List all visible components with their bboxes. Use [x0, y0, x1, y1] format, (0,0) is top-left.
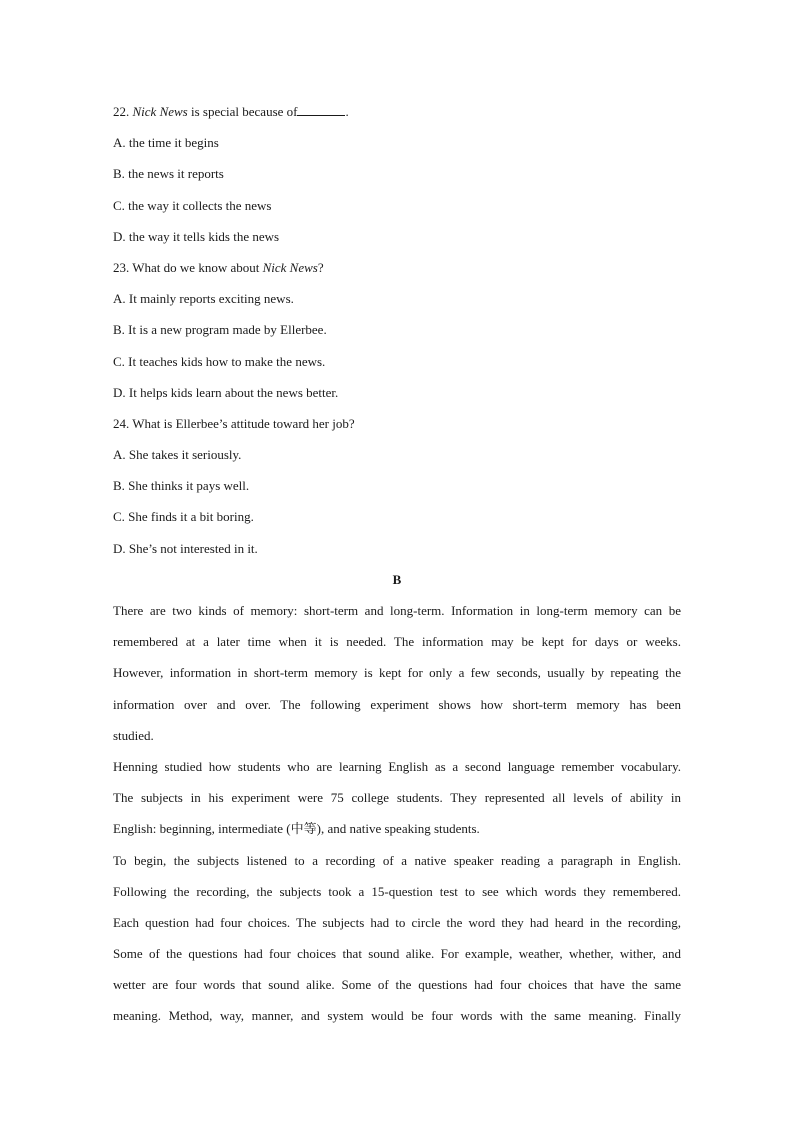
- question-24-stem: [113, 413, 681, 444]
- option-22-b: B. the news it reports: [113, 166, 224, 182]
- question-italic-title: Nick News: [262, 259, 318, 275]
- question-22-stem: [113, 101, 681, 132]
- passage-line: To begin, the subjects listened to a recording of a native speaker reading a paragraph in English.: [113, 852, 681, 868]
- option-24-a: A. She takes it seriously.: [113, 447, 242, 463]
- passage-line: Henning studied how students who are learning English as a second language remember vocabulary.: [113, 758, 681, 774]
- passage-line: English: beginning, intermediate (中等), and native speaking students.: [113, 821, 480, 837]
- option-24-b: B. She thinks it pays well.: [113, 478, 250, 494]
- passage-line: remembered at a later time when it is needed. The information may be kept for days or weeks.: [113, 634, 681, 650]
- option-24-d: D. She’s not interested in it.: [113, 540, 258, 556]
- answer-blank: [297, 103, 345, 116]
- option-23-c: C. It teaches kids how to make the news.: [113, 353, 326, 369]
- option-23-d: D. It helps kids learn about the news better.: [113, 384, 339, 400]
- passage-line: studied.: [113, 727, 154, 743]
- question-italic-title: Nick News: [132, 104, 188, 119]
- passage-line: Each question had four choices. The subjects had to circle the word they had heard in the recording,: [113, 914, 681, 930]
- question-text: What do we know about: [129, 259, 263, 275]
- question-end: ?: [317, 259, 324, 275]
- passage-line: The subjects in his experiment were 75 college students. They represented all levels of ability in: [113, 790, 681, 806]
- passage-line: information over and over. The following experiment shows how short-term memory has been: [113, 696, 681, 712]
- option-22-a: A. the time it begins: [113, 135, 219, 151]
- option-22-d: D. the way it tells kids the news: [113, 228, 280, 244]
- question-23-stem: [113, 257, 681, 288]
- option-24-c: C. She finds it a bit boring.: [113, 509, 254, 525]
- question-number: 23.: [113, 259, 130, 275]
- passage-line: Some of the questions had four choices that sound alike. For example, weather, whether, wither, and: [113, 946, 681, 962]
- option-23-b: B. It is a new program made by Ellerbee.: [113, 322, 327, 338]
- option-23-a: A. It mainly reports exciting news.: [113, 291, 294, 307]
- question-end: .: [345, 104, 349, 119]
- question-number: 24.: [113, 415, 130, 431]
- question-text: is special because of: [187, 104, 298, 119]
- page-content: [113, 101, 681, 1037]
- section-heading: B: [392, 571, 402, 587]
- passage-line: There are two kinds of memory: short-term and long-term. Information in long-term memory can be: [113, 603, 681, 618]
- passage-line: meaning. Method, way, manner, and system would be four words with the same meaning. Finally: [113, 1008, 681, 1024]
- option-22-c: C. the way it collects the news: [113, 197, 272, 213]
- question-text: What is Ellerbee’s attitude toward her job?: [129, 415, 355, 431]
- passage-line: wetter are four words that sound alike. Some of the questions had four choices that have the same: [113, 977, 681, 993]
- passage-line: Following the recording, the subjects took a 15-question test to see which words they remembered.: [113, 883, 681, 899]
- passage-line: However, information in short-term memory is kept for only a few seconds, usually by repeating the: [113, 665, 681, 681]
- question-number: 22.: [113, 104, 130, 119]
